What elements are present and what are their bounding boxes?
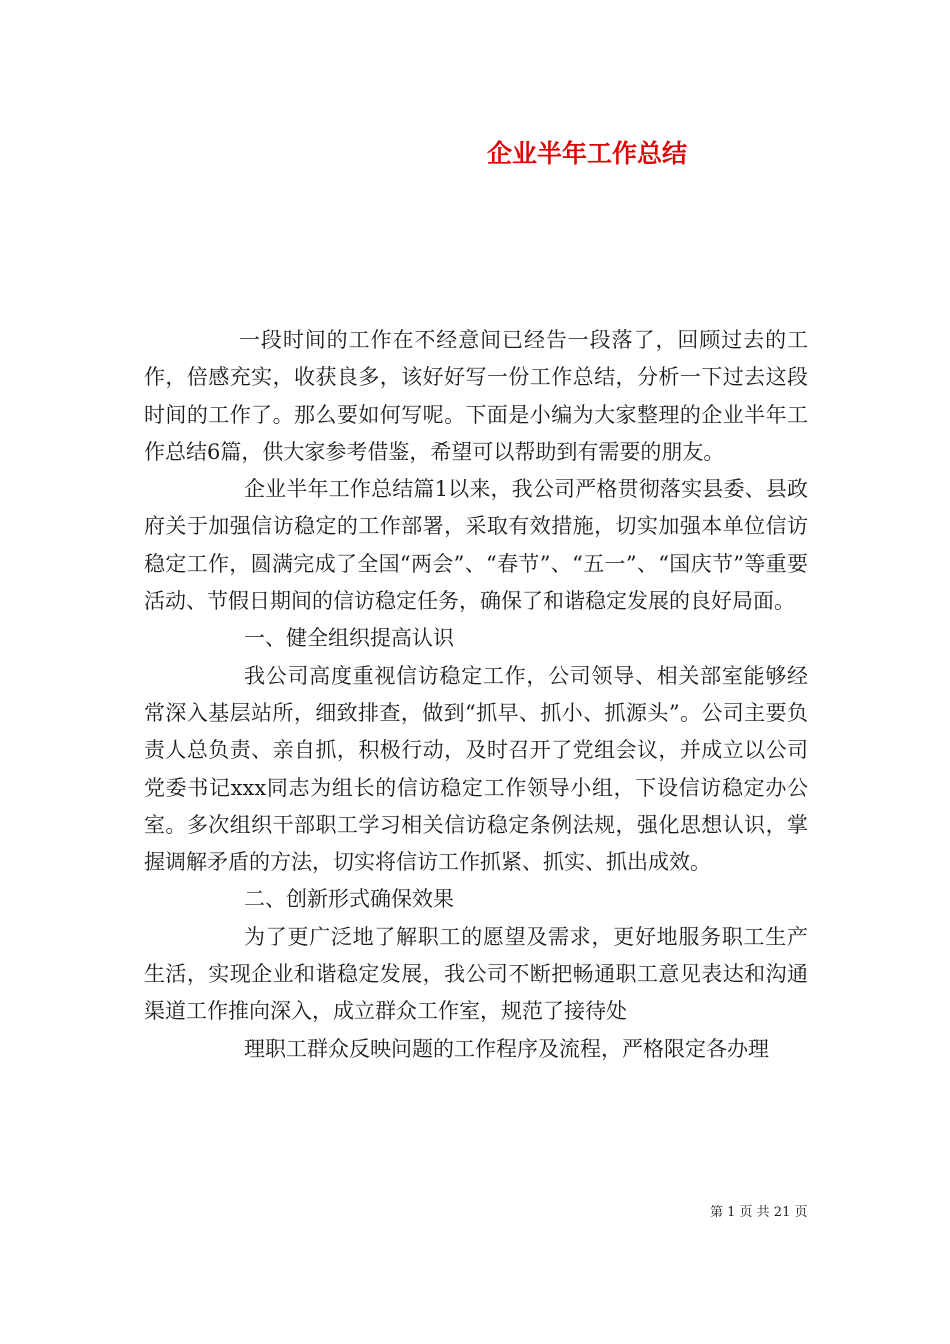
heading-organization: 一、健全组织提高认识: [244, 626, 454, 651]
heading-innovation: 二、创新形式确保效果: [244, 887, 454, 912]
paragraph-continuation: 理职工群众反映问题的工作程序及流程，严格限定各办理: [244, 1036, 769, 1061]
paragraph-innovation: 为了更广泛地了解职工的愿望及需求，更好地服务职工生产生活，实现企业和谐稳定发展，我公司不断把畅通职工意见表达和沟通渠道工作推向深入，成立群众工作室，规范了接待处: [144, 924, 808, 1024]
paragraph-intro: 一段时间的工作在不经意间已经告一段落了，回顾过去的工作，倍感充实，收获良多，该好好写一份工作总结，分析一下过去这段时间的工作了。那么要如何写呢。下面是小编为大家整理的企业半年工作总结6篇，供大家参考借鉴，希望可以帮助到有需要的朋友。: [144, 328, 808, 464]
paragraph-organization: 我公司高度重视信访稳定工作，公司领导、相关部室能够经常深入基层站所，细致排查，做到“抓早、抓小、抓源头”。公司主要负责人总负责、亲自抓，积极行动，及时召开了党组会议，并成立以公司党委书记xxx同志为组长的信访稳定工作领导小组，下设信访稳定办公室。多次组织干部职工学习相关信访稳定条例法规，强化思想认识，掌握调解矛盾的方法，切实将信访工作抓紧、抓实、抓出成效。: [144, 663, 808, 875]
page-number: 第 1 页 共 21 页: [710, 1205, 808, 1220]
document-body: [144, 322, 808, 1068]
document-title: 企业半年工作总结: [487, 139, 688, 168]
paragraph-section-1: 企业半年工作总结篇1以来，我公司严格贯彻落实县委、县政府关于加强信访稳定的工作部署，采取有效措施，切实加强本单位信访稳定工作，圆满完成了全国“两会”、“春节”、“五一”、“国庆节”等重要活动、节假日期间的信访稳定任务，确保了和谐稳定发展的良好局面。: [144, 477, 808, 614]
